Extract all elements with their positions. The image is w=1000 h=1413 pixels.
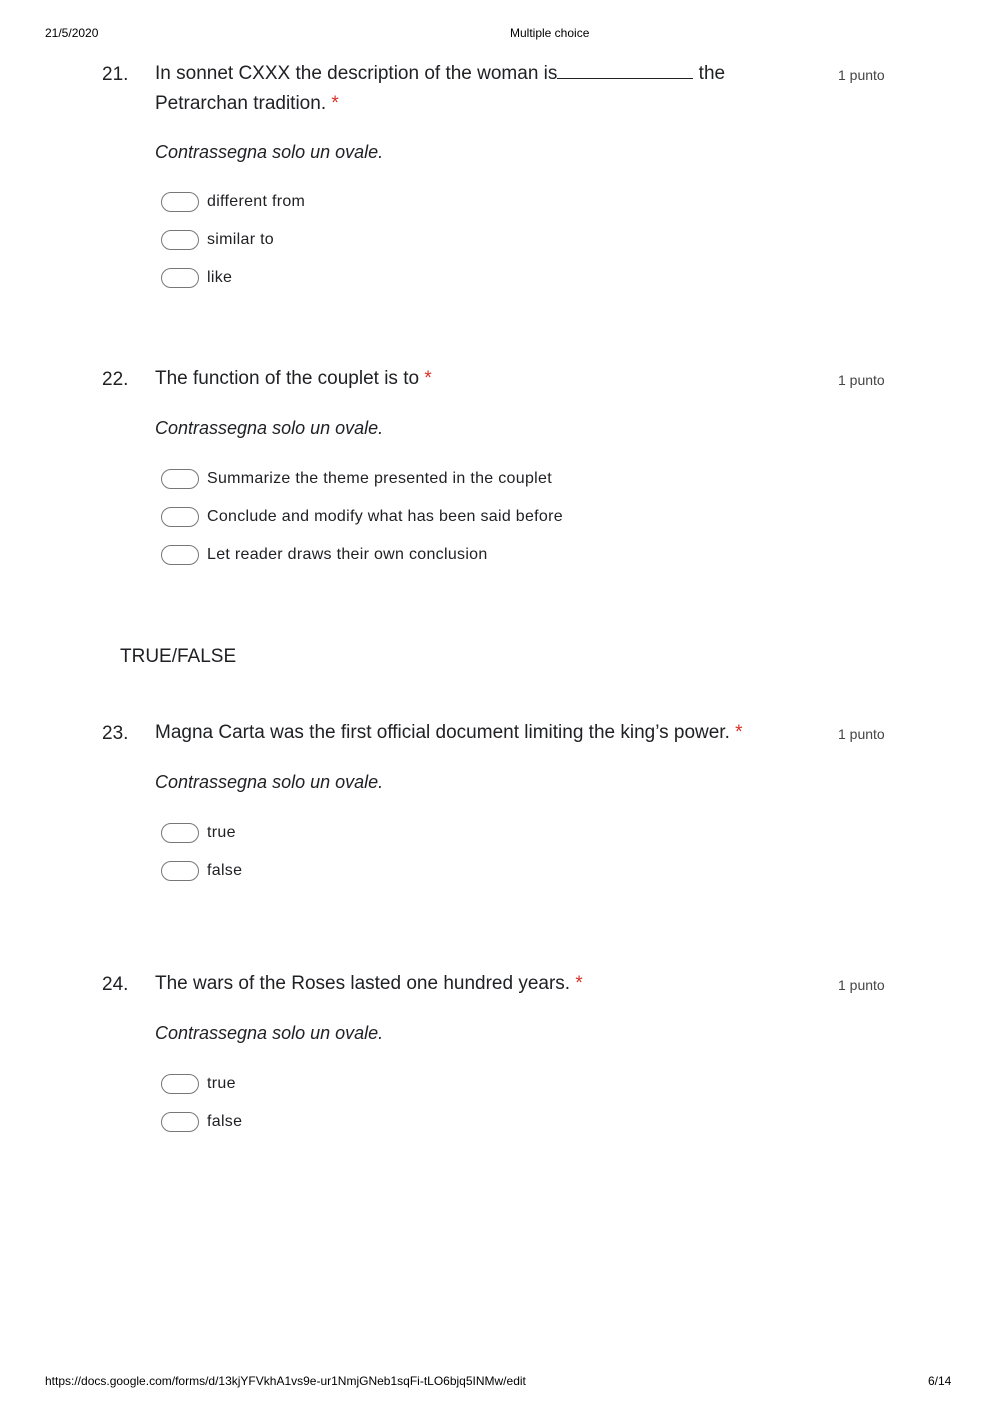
option-label: true [207, 824, 236, 841]
question-text-part: The wars of the Roses lasted one hundred years. [155, 973, 571, 994]
option[interactable] [161, 190, 305, 214]
radio-oval[interactable] [161, 861, 199, 881]
question-text-part: In sonnet CXXX the description of the woman is [155, 63, 558, 84]
option-label: true [207, 1075, 236, 1092]
option-label: Conclude and modify what has been said before [207, 508, 563, 525]
radio-oval[interactable] [161, 823, 199, 843]
points-label: 1 punto [838, 726, 885, 742]
question-text [155, 718, 805, 748]
instruction: Contrassegna solo un ovale. [155, 1023, 384, 1043]
print-title: Multiple choice [510, 26, 590, 40]
option[interactable] [161, 859, 242, 883]
option-label: like [207, 269, 233, 286]
option[interactable] [161, 543, 488, 567]
question-number: 22. [102, 369, 129, 390]
radio-oval[interactable] [161, 469, 199, 489]
question-text [155, 364, 805, 394]
required-asterisk: * [331, 93, 339, 114]
required-asterisk: * [575, 973, 583, 994]
question-text [155, 969, 805, 999]
instruction: Contrassegna solo un ovale. [155, 142, 384, 162]
question-text-part: Magna Carta was the first official document limiting the king’s power. [155, 722, 730, 743]
section-title: TRUE/FALSE [120, 646, 237, 667]
option-label: Summarize the theme presented in the couplet [207, 470, 552, 487]
option[interactable] [161, 505, 563, 529]
option[interactable] [161, 821, 236, 845]
required-asterisk: * [424, 368, 432, 389]
radio-oval[interactable] [161, 268, 199, 288]
option-label: different from [207, 193, 306, 210]
question-text-part: the Petrarchan tradition. [155, 63, 726, 114]
option[interactable] [161, 266, 232, 290]
page-url: https://docs.google.com/forms/d/13kjYFVkhA1vs9e-ur1NmjGNeb1sqFi-tLO6bjq5INMw/edit [45, 1374, 526, 1388]
option-label: Let reader draws their own conclusion [207, 546, 488, 563]
radio-oval[interactable] [161, 1074, 199, 1094]
instruction: Contrassegna solo un ovale. [155, 418, 384, 438]
option[interactable] [161, 228, 274, 252]
points-label: 1 punto [838, 372, 885, 388]
option[interactable] [161, 1110, 242, 1134]
fill-blank [557, 60, 693, 79]
question-number: 21. [102, 64, 129, 85]
option-label: false [207, 862, 243, 879]
radio-oval[interactable] [161, 507, 199, 527]
required-asterisk: * [735, 722, 743, 743]
page-number: 6/14 [928, 1374, 952, 1388]
option-label: false [207, 1113, 243, 1130]
option-label: similar to [207, 231, 275, 248]
print-date: 21/5/2020 [45, 26, 99, 40]
option[interactable] [161, 1072, 236, 1096]
radio-oval[interactable] [161, 192, 199, 212]
option[interactable] [161, 467, 552, 491]
question-number: 23. [102, 723, 129, 744]
question-text [155, 59, 805, 119]
instruction: Contrassegna solo un ovale. [155, 772, 384, 792]
points-label: 1 punto [838, 67, 885, 83]
question-number: 24. [102, 974, 129, 995]
radio-oval[interactable] [161, 230, 199, 250]
radio-oval[interactable] [161, 545, 199, 565]
question-text-part: The function of the couplet is to [155, 368, 420, 389]
radio-oval[interactable] [161, 1112, 199, 1132]
points-label: 1 punto [838, 977, 885, 993]
